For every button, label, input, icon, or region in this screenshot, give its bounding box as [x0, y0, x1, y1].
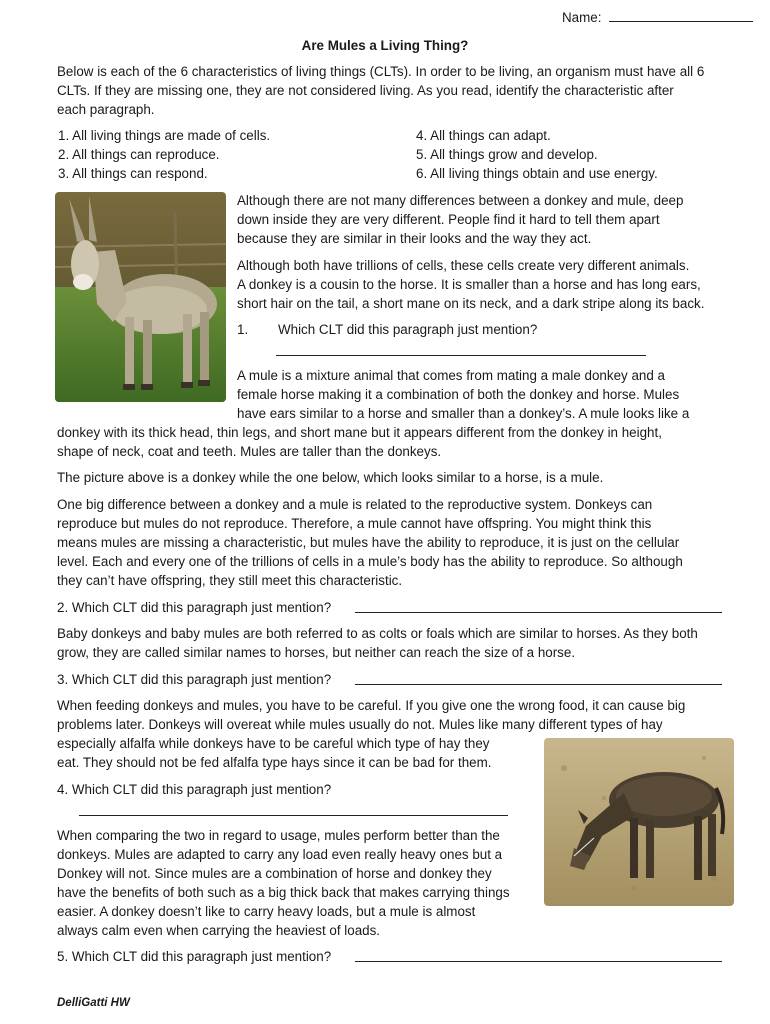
paragraph-line: because they are similar in their looks and the way they act. — [237, 231, 592, 246]
paragraph-line: they can’t have offspring, they still meet this characteristic. — [57, 573, 403, 588]
paragraph-line: One big difference between a donkey and a mule is related to the reproductive system. Donkeys can — [57, 497, 653, 512]
paragraph-line: Although both have trillions of cells, these cells create very different animals. — [237, 258, 690, 273]
answer-blank-4[interactable] — [79, 815, 508, 816]
name-label: Name: — [562, 10, 602, 25]
question-text: Which CLT did this paragraph just mention? — [278, 322, 538, 337]
paragraph-line: reproduce but mules do not reproduce. Therefore, a mule cannot have offspring. You might think this — [57, 516, 652, 531]
clt-item: 5. All things grow and develop. — [416, 147, 598, 162]
clt-item: 2. All things can reproduce. — [58, 147, 220, 162]
paragraph-line: problems later. Donkeys will overeat while mules usually do not. Mules like many different types of hay — [57, 717, 663, 732]
answer-blank-2[interactable] — [355, 612, 722, 613]
paragraph-line: easier. A donkey doesn’t like to carry heavy loads, but a mule is almost — [57, 904, 476, 919]
intro-line: Below is each of the 6 characteristics of living things (CLTs). In order to be living, an organism must have all 6 — [57, 64, 705, 79]
page-title: Are Mules a Living Thing? — [301, 38, 469, 53]
clt-item: 3. All things can respond. — [58, 166, 208, 181]
paragraph-line: female horse making it a combination of both the donkey and horse. Mules — [237, 387, 680, 402]
question-number: 1. — [237, 322, 249, 337]
paragraph-line: Although there are not many differences between a donkey and mule, deep — [237, 193, 684, 208]
paragraph-line: Baby donkeys and baby mules are both referred to as colts or foals which are similar to horses. As they both — [57, 626, 698, 641]
name-blank[interactable] — [609, 9, 753, 22]
question-text: 5. Which CLT did this paragraph just mention? — [57, 949, 332, 964]
paragraph-line: especially alfalfa while donkeys have to be careful which type of hay they — [57, 736, 490, 751]
mule-photo — [544, 738, 734, 906]
question-text: 3. Which CLT did this paragraph just mention? — [57, 672, 332, 687]
paragraph-line: donkey with its thick head, thin legs, and short mane but it appears different from the donkey in height, — [57, 425, 662, 440]
intro-line: CLTs. If they are missing one, they are not considered living. As you read, identify the characteristic after — [57, 83, 674, 98]
intro-line: each paragraph. — [57, 102, 155, 117]
paragraph-line: short hair on the tail, a short mane on its neck, and a dark stripe along its back. — [237, 296, 705, 311]
paragraph-line: shape of neck, coat and teeth. Mules are taller than the donkeys. — [57, 444, 442, 459]
paragraph-line: A donkey is a cousin to the horse. It is smaller than a horse and has long ears, — [237, 277, 701, 292]
answer-blank-1[interactable] — [276, 355, 646, 356]
paragraph-line: means mules are missing a characteristic, but mules have the ability to reproduce, it is just on the cellular — [57, 535, 680, 550]
paragraph-line: have the benefits of both such as a big thick back that makes carrying things — [57, 885, 510, 900]
answer-blank-5[interactable] — [355, 961, 722, 962]
paragraph-line: eat. They should not be fed alfalfa type hays since it can be bad for them. — [57, 755, 492, 770]
paragraph-line: always calm even when carrying the heaviest of loads. — [57, 923, 381, 938]
paragraph-line: grow, they are called similar names to horses, but neither can reach the size of a horse. — [57, 645, 576, 660]
paragraph-line: Donkey will not. Since mules are a combination of horse and donkey they — [57, 866, 492, 881]
clt-item: 1. All living things are made of cells. — [58, 128, 271, 143]
donkey-photo — [55, 192, 226, 402]
question-text: 4. Which CLT did this paragraph just mention? — [57, 782, 332, 797]
footer-author: DelliGatti HW — [57, 997, 130, 1009]
paragraph-line: donkeys. Mules are adapted to carry any load even really heavy ones but a — [57, 847, 503, 862]
paragraph-line: down inside they are very different. People find it hard to tell them apart — [237, 212, 660, 227]
paragraph-line: level. Each and every one of the trillions of cells in a mule’s body has the ability to reproduce. So although — [57, 554, 683, 569]
answer-blank-3[interactable] — [355, 684, 722, 685]
paragraph-line: When comparing the two in regard to usage, mules perform better than the — [57, 828, 500, 843]
clt-item: 6. All living things obtain and use energy. — [416, 166, 658, 181]
clt-item: 4. All things can adapt. — [416, 128, 551, 143]
name-field[interactable] — [562, 9, 753, 27]
paragraph-line: have ears similar to a horse and smaller than a donkey’s. A mule looks like a — [237, 406, 690, 421]
paragraph-line: When feeding donkeys and mules, you have to be careful. If you give one the wrong food, it can cause big — [57, 698, 686, 713]
paragraph-line: A mule is a mixture animal that comes from mating a male donkey and a — [237, 368, 665, 383]
question-text: 2. Which CLT did this paragraph just mention? — [57, 600, 332, 615]
paragraph-4: The picture above is a donkey while the one below, which looks similar to a horse, is a mule. — [57, 470, 604, 485]
